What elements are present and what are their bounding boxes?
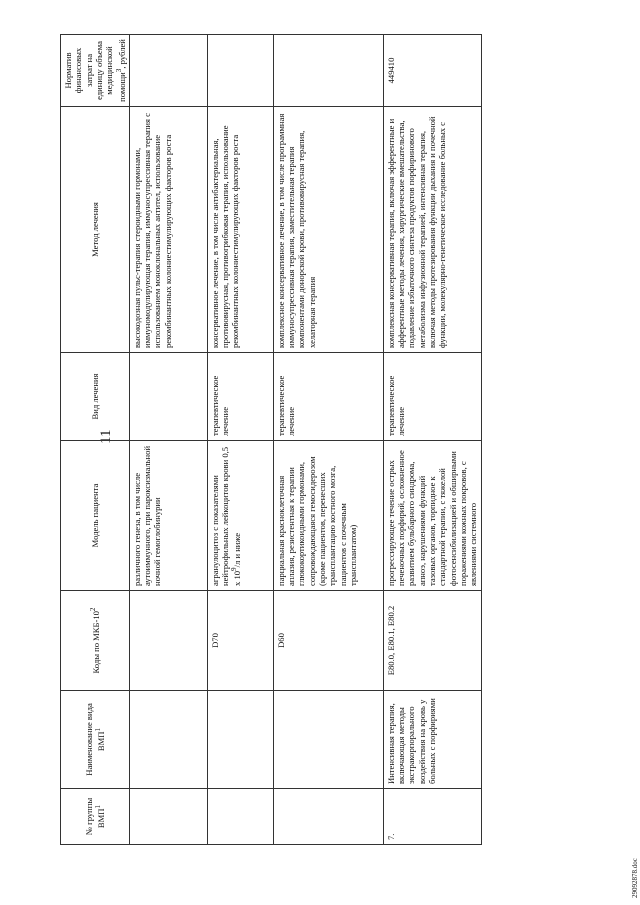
row-type: терапевтическое лечение [273, 353, 383, 441]
table-row [207, 35, 273, 845]
rotated-table-container [60, 35, 600, 845]
row-type [129, 353, 207, 441]
page-number: 11 [98, 429, 114, 444]
row-type: терапевтическое лечение [383, 353, 481, 441]
header-codes: Коды по МКБ-$10^2$ [61, 591, 130, 691]
row-model: прогрессирующее течение острых печеночных порфирий, осложненное развитием бульбарного синдрома, апноэ, нарушениями функций тазовых органов, торпидное к стандартной терапии, с тяжелой фотосенсибилизацией и обширными поражениями кожных покровов, с явлениями системного [383, 441, 481, 591]
row-price [207, 35, 273, 107]
row-code [129, 591, 207, 691]
footer-filename: 29092878.doc [631, 858, 639, 898]
row-method: комплексное консервативное лечение, в том числе программная иммуносупрессивная терапия, заместительная терапия компонентами донорской крови, противовирусная терапия, хелаторная терапия [273, 107, 383, 353]
row-code: E80.0, E80.1, E80.2 [383, 591, 481, 691]
row-price [273, 35, 383, 107]
header-method: Метод лечения [61, 107, 130, 353]
header-name: Наименование вида ВМП$^1$ [61, 691, 130, 789]
row-type: терапевтическое лечение [207, 353, 273, 441]
row-name [129, 691, 207, 789]
row-group [207, 789, 273, 845]
table-header-row [61, 35, 130, 845]
row-name [207, 691, 273, 789]
row-model: различного генеза, в том числе аутоиммунного, при пароксизмальной ночной гемоглобинурии [129, 441, 207, 591]
row-method: консервативное лечение, в том числе антибактериальная, противовирусная, противогрибковая терапия, использование рекомбинантных колониестимулирующих факторов роста [207, 107, 273, 353]
header-group: № группы ВМП$^1$ [61, 789, 130, 845]
row-model: парциальная красноклеточная аплазия, резистентная к терапии глюкокортикоидными гормонами, сопровождающаяся гемосидерозом (кроме пациентов, перенесших трансплантацию костного мозга, пациентов с почечным трансплантатом) [273, 441, 383, 591]
row-group [129, 789, 207, 845]
row-method: высокодозная пульс-терапия стероидными гормонами, иммуномодулирующая терапия, иммуносупрессивная терапия с использованием моноклональных антител, использование рекомбинантных колониестимулирующих факторов роста [129, 107, 207, 353]
vmp-table [60, 34, 482, 845]
row-name: Интенсивная терапия, включающая методы экстракорпорального воздействия на кровь у больных с порфириями [383, 691, 481, 789]
row-group [273, 789, 383, 845]
row-group: 7. [383, 789, 481, 845]
header-norm: Норматив финансовых затрат на единицу объема медицинской помощи$^3$, рублей [61, 35, 130, 107]
table-row [383, 35, 481, 845]
row-model: агранулоцитоз с показателями нейтрофильных лейкоцитов крови 0,5 x $10^9/л$ и ниже [207, 441, 273, 591]
row-method: комплексная консервативная терапия, включая эфферентные и афферентные методы лечения, хирургические вмешательства, подавление избыточного синтеза продуктов порфиринового метаболизма инфузионной терапией, интенсивная терапия, включая методы протезирования функции дыхания и почечной функции, молекулярно-генетическое исследование больных с [383, 107, 481, 353]
header-type: Вид лечения [61, 353, 130, 441]
row-price [129, 35, 207, 107]
row-code: D70 [207, 591, 273, 691]
header-model: Модель пациента [61, 441, 130, 591]
row-price: 449410 [383, 35, 481, 107]
row-name [273, 691, 383, 789]
table-row [273, 35, 383, 845]
row-code: D60 [273, 591, 383, 691]
table-row [129, 35, 207, 845]
